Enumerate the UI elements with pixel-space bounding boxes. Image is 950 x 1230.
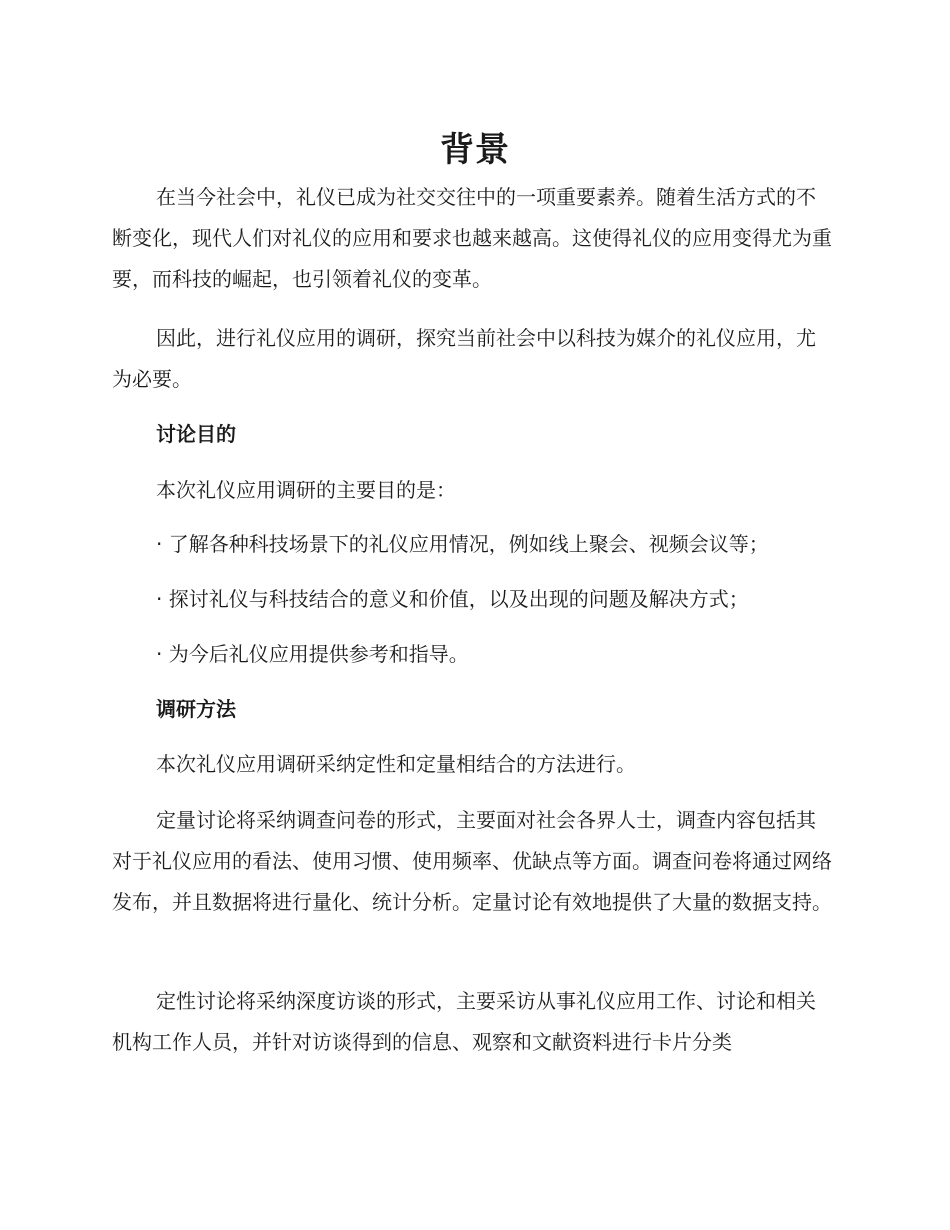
section-heading-method: 调研方法 [156, 697, 236, 721]
purpose-intro: 本次礼仪应用调研的主要目的是： [156, 478, 456, 502]
section-heading-purpose: 讨论目的 [156, 422, 236, 446]
purpose-bullet-1: · 了解各种科技场景下的礼仪应用情况，例如线上聚会、视频会议等； [156, 532, 769, 556]
paragraph-quantitative: 定量讨论将采纳调查问卷的形式，主要面对社会各界人士，调查内容包括其对于礼仪应用的看法、使用习惯、使用频率、优缺点等方面。调查问卷将通过网络发布，并且数据将进行量化、统计分析。定量讨论有效地提供了大量的数据支持。 [112, 808, 832, 914]
paragraph-background-2: 因此，进行礼仪应用的调研，探究当前社会中以科技为媒介的礼仪应用，尤为必要。 [112, 326, 816, 391]
paragraph-background-1: 在当今社会中，礼仪已成为社交交往中的一项重要素养。随着生活方式的不断变化，现代人们对礼仪的应用和要求也越来越高。这使得礼仪的应用变得尤为重要，而科技的崛起，也引领着礼仪的变革。 [112, 185, 832, 291]
paragraph-qualitative: 定性讨论将采纳深度访谈的形式，主要采访从事礼仪应用工作、讨论和相关机构工作人员，并针对访谈得到的信息、观察和文献资料进行卡片分类 [112, 989, 816, 1054]
method-intro: 本次礼仪应用调研采纳定性和定量相结合的方法进行。 [156, 752, 636, 776]
purpose-bullet-2: · 探讨礼仪与科技结合的意义和价值，以及出现的问题及解决方式； [156, 587, 749, 611]
page-title: 背景 [440, 130, 510, 170]
purpose-bullet-3: · 为今后礼仪应用提供参考和指导。 [156, 642, 469, 666]
